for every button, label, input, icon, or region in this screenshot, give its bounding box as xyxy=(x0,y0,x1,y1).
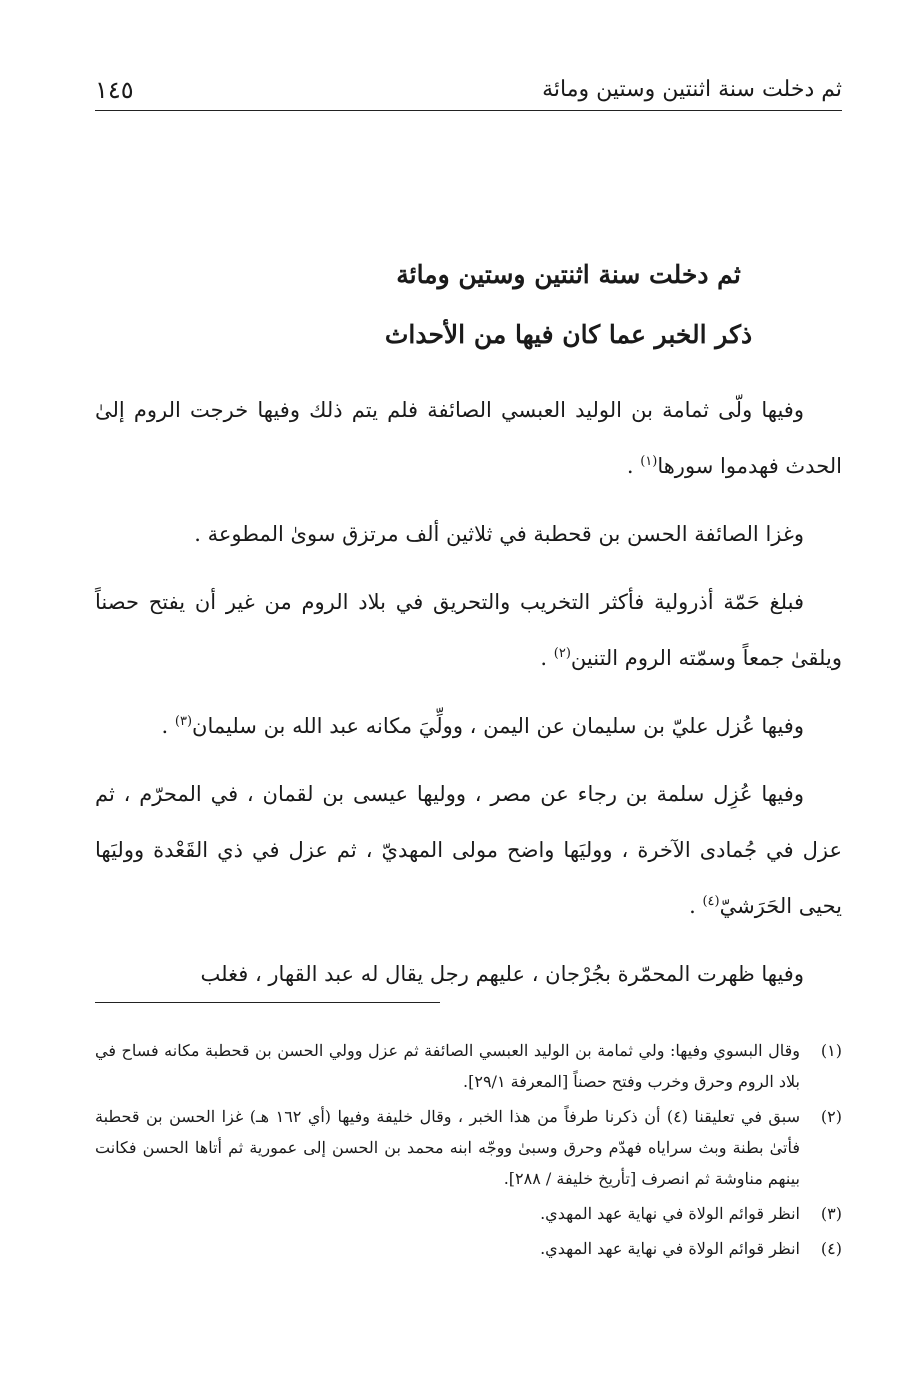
paragraph xyxy=(95,382,842,494)
footnote-number: (٢) xyxy=(820,1107,842,1126)
chapter-headings xyxy=(95,245,842,365)
footnote-text: وقال البسوي وفيها: ولي ثمامة بن الوليد العبسي الصائفة ثم عزل وولي الحسن بن قحطبة مكانه فساح في بلاد الروم وحرق وخرب وفتح حصناً [المعرفة ٢٩/١]. xyxy=(95,1041,800,1091)
footnote-divider xyxy=(95,1002,440,1003)
footnote xyxy=(95,1233,842,1264)
paragraph-text: وفيها ظهرت المحمّرة بجُرْجان ، عليهم رجل يقال له عبد القهار ، فغلب xyxy=(200,962,804,986)
footnote-text: سبق في تعليقنا (٤) أن ذكرنا طرفاً من هذا الخبر ، وقال خليفة وفيها (أي ١٦٢ هـ) غزا الحسن بن قحطبة فأتىٰ بطنة وبث سراياه فهدّم وحرق وسبىٰ ووجّه ابنه محمد بن الحسن إلى عمورية ثم أتاها الحسن فكانت بينهم مناوشة ثم انصرف [تأريخ خليفة / ٢٨٨]. xyxy=(95,1107,801,1188)
page-header xyxy=(95,62,842,110)
paragraph-text: فبلغ حَمّة أذرولية فأكثر التخريب والتحريق في بلاد الروم من غير أن يفتح حصناً ويلقىٰ جمعاً وسمّته الروم التنين xyxy=(95,590,842,670)
paragraph xyxy=(95,766,842,934)
running-title: ثم دخلت سنة اثنتين وستين ومائة xyxy=(542,77,842,102)
paragraph xyxy=(95,698,842,754)
header-divider xyxy=(95,110,842,111)
footnote-marker: (٤) xyxy=(702,894,720,909)
paragraph xyxy=(95,506,842,562)
paragraph-text: وفيها عُزل عليّ بن سليمان عن اليمن ، وولِّيَ مكانه عبد الله بن سليمان xyxy=(192,714,804,738)
footnote-number: (١) xyxy=(820,1041,842,1060)
footnote-number: (٣) xyxy=(820,1204,842,1223)
paragraph xyxy=(95,946,842,1002)
paragraph-tail: . xyxy=(689,894,703,918)
footnote-marker: (١) xyxy=(640,454,658,469)
paragraph xyxy=(95,574,842,686)
paragraph-tail: . xyxy=(540,646,554,670)
paragraph-text: وغزا الصائفة الحسن بن قحطبة في ثلاثين ألف مرتزق سوىٰ المطوعة . xyxy=(194,522,804,546)
paragraph-tail: . xyxy=(161,714,175,738)
footnote xyxy=(95,1101,842,1194)
year-title: ثم دخلت سنة اثنتين وستين ومائة xyxy=(396,260,741,289)
paragraph-tail: . xyxy=(626,454,641,478)
paragraph-text: وفيها عُزِل سلمة بن رجاء عن مصر ، ووليها عيسى بن لقمان ، في المحرّم ، ثم عزل في جُمادى الآخرة ، ووليَها واضح مولى المهديّ ، ثم عزل في ذي القَعْدة ووليَها يحيى الحَرَشيّ xyxy=(95,782,842,918)
footnotes xyxy=(95,1035,842,1268)
footnote xyxy=(95,1198,842,1229)
footnote xyxy=(95,1035,842,1097)
footnote-text: انظر قوائم الولاة في نهاية عهد المهدي. xyxy=(540,1239,800,1258)
section-title: ذكر الخبر عما كان فيها من الأحداث xyxy=(384,320,753,349)
footnote-marker: (٣) xyxy=(174,714,193,729)
paragraph-text: وفيها ولّى ثمامة بن الوليد العبسي الصائفة فلم يتم ذلك وفيها خرجت الروم إلىٰ الحدث فهدموا سورها xyxy=(95,398,842,478)
footnote-number: (٤) xyxy=(820,1239,842,1258)
main-text xyxy=(95,382,842,1014)
footnote-marker: (٢) xyxy=(553,646,571,661)
page-number: ١٤٥ xyxy=(95,76,134,104)
footnote-text: انظر قوائم الولاة في نهاية عهد المهدي. xyxy=(540,1204,800,1223)
